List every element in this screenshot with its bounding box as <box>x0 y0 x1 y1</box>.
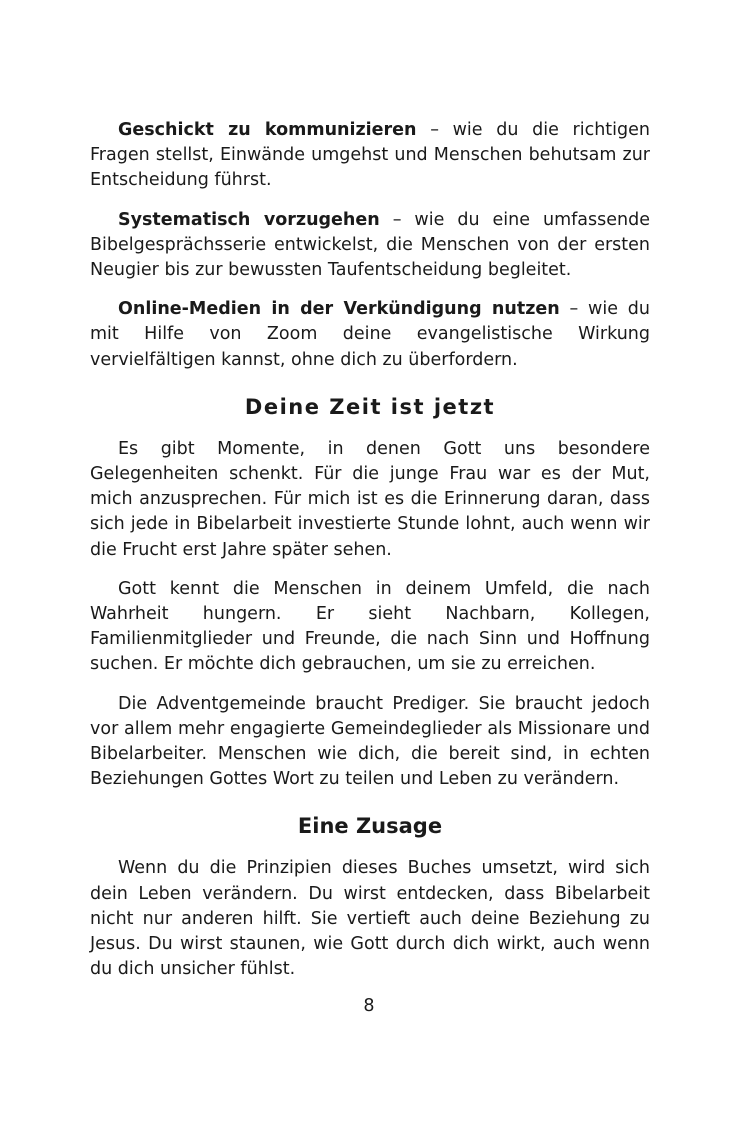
intro-paragraph-systematic <box>90 208 650 284</box>
body-paragraph: Gott kennt die Menschen in deinem Umfeld, die nach Wahrheit hungern. Er sieht Nachbarn, Kollegen, Familienmitglieder und Freunde, die nach Sinn und Hoffnung suchen. Er möchte dich gebrauchen, um sie zu erreichen. <box>90 578 650 675</box>
intro-term: Online-Medien in der Verkündigung nutzen <box>118 299 560 320</box>
intro-text: – wie du mit Hilfe von Zoom deine evangelistische Wirkung vervielfältigen kannst, ohne dich zu überfordern. <box>90 299 650 370</box>
page-number: 8 <box>363 996 375 1016</box>
body-paragraph: Wenn du die Prinzipien dieses Buches umsetzt, wird sich dein Leben verändern. Du wirst entdecken, dass Bibelarbeit nicht nur anderen hilft. Sie vertieft auch deine Beziehung zu Jesus. Du wirst staunen, wie Gott durch dich wirkt, auch wenn du dich unsicher fühlst. <box>90 858 650 980</box>
section-heading-deine-zeit: Deine Zeit ist jetzt <box>244 394 496 419</box>
intro-term: Geschickt zu kommunizieren <box>118 120 417 140</box>
intro-paragraph-online-media <box>90 297 650 373</box>
intro-text: – wie du die richtigen Fragen stellst, Einwände umgehst und Menschen behutsam zur Entscheidung führst. <box>90 120 650 191</box>
intro-term: Systematisch vorzugehen <box>118 209 380 230</box>
intro-text: – wie du eine umfassende Bibelgesprächsserie entwickelst, die Menschen von der ersten Neugier bis zur bewussten Taufentscheidung begleitet. <box>90 209 650 281</box>
body-paragraph: Die Adventgemeinde braucht Prediger. Sie braucht jedoch vor allem mehr engagierte Gemeindeglieder als Missionare und Bibelarbeiter. Menschen wie dich, die bereit sind, in echten Beziehungen Gottes Wort zu teilen und Leben zu verändern. <box>90 693 650 790</box>
body-paragraph: Es gibt Momente, in denen Gott uns besondere Gelegenheiten schenkt. Für die junge Frau war es der Mut, mich anzusprechen. Für mich ist es die Erinnerung daran, dass sich jede in Bibelarbeit investierte Stunde lohnt, auch wenn wir die Frucht erst Jahre später sehen. <box>90 438 650 560</box>
section-heading-eine-zusage: Eine Zusage <box>297 814 443 839</box>
intro-paragraph-communication <box>90 118 650 194</box>
page-content <box>90 118 650 996</box>
